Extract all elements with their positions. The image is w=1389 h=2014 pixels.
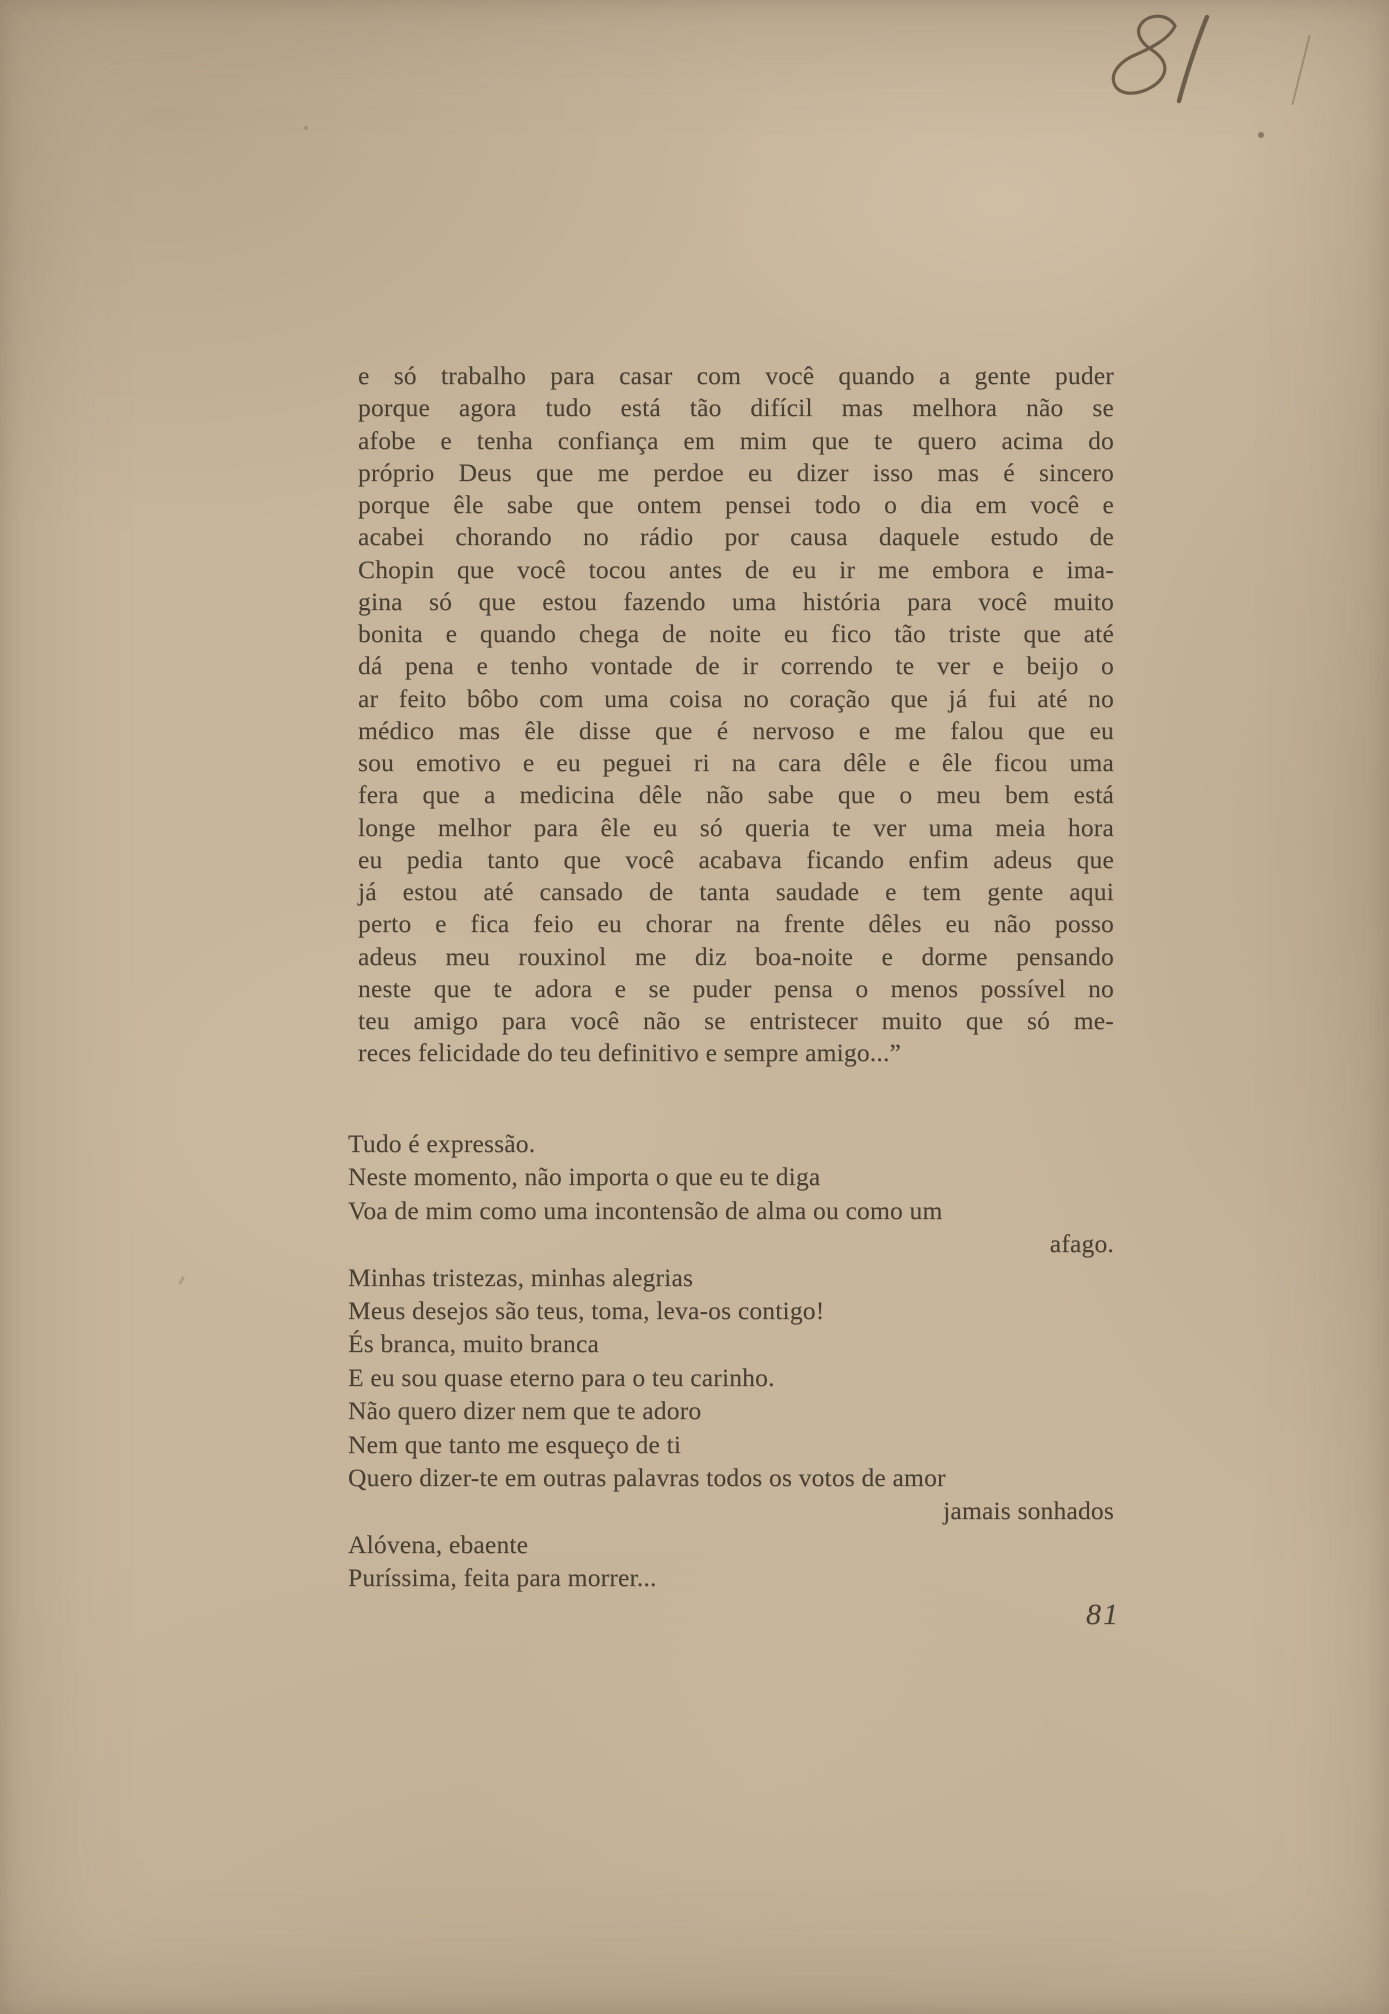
letter-line: reces felicidade do teu definitivo e sempre amigo...” — [358, 1038, 902, 1068]
poem-line: Voa de mim como uma incontensão de alma ou como um — [348, 1195, 943, 1225]
handwritten-page-number — [1078, 10, 1226, 122]
paper-speck — [1258, 132, 1264, 138]
quoted-letter-paragraph — [358, 360, 1114, 1070]
handwritten-digit-1 — [1179, 17, 1207, 101]
poem-line: Neste momento, não importa o que eu te diga — [348, 1162, 821, 1192]
paper-speck — [304, 126, 308, 130]
letter-line: longe melhor para êle eu só queria te ver uma meia hora — [358, 812, 1114, 842]
letter-line: médico mas êle disse que é nervoso e me falou que eu — [358, 715, 1114, 745]
letter-line: afobe e tenha confiança em mim que te quero acima do — [358, 425, 1114, 455]
paper-scratch — [1291, 35, 1310, 105]
letter-line: acabei chorando no rádio por causa daquele estudo de — [358, 522, 1114, 552]
letter-line: bonita e quando chega de noite eu fico tão triste que até — [358, 619, 1114, 648]
letter-line: e só trabalho para casar com você quando a gente puder — [358, 361, 1114, 390]
poem-block — [348, 1127, 1114, 1595]
poem-line: Quero dizer-te em outras palavras todos os votos de amor — [348, 1463, 946, 1493]
page-number: 81 — [1086, 1598, 1120, 1631]
letter-line: gina só que estou fazendo uma história para você muito — [358, 586, 1114, 616]
handwritten-digit-8 — [1113, 16, 1175, 93]
letter-line: eu pedia tanto que você acabava ficando enfim adeus que — [358, 844, 1114, 874]
letter-line: ar feito bôbo com uma coisa no coração que já fui até no — [358, 683, 1114, 713]
poem-line: Não quero dizer nem que te adoro — [348, 1396, 702, 1426]
poem-line: E eu sou quase eterno para o teu carinho. — [348, 1362, 775, 1392]
letter-line: adeus meu rouxinol me diz boa-noite e dorme pensando — [358, 941, 1114, 971]
letter-line: sou emotivo e eu peguei ri na cara dêle e êle ficou uma — [358, 748, 1114, 777]
letter-line: Chopin que você tocou antes de eu ir me embora e ima- — [358, 554, 1114, 584]
poem-line: Puríssima, feita para morrer... — [348, 1563, 657, 1593]
poem-line: afago. — [1049, 1229, 1114, 1259]
letter-line: próprio Deus que me perdoe eu dizer isso mas é sincero — [358, 457, 1114, 487]
letter-line: fera que a medicina dêle não sabe que o meu bem está — [358, 780, 1114, 810]
letter-line: porque agora tudo está tão difícil mas melhora não se — [358, 393, 1114, 423]
paper-speck — [178, 1276, 185, 1285]
poem-line: Meus desejos são teus, toma, leva-os contigo! — [348, 1296, 825, 1326]
poem-line: Tudo é expressão. — [348, 1129, 536, 1158]
poem-line: Nem que tanto me esqueço de ti — [348, 1429, 682, 1459]
poem-line: Alóvena, ebaente — [348, 1529, 529, 1559]
letter-line: dá pena e tenho vontade de ir correndo te ver e beijo o — [358, 651, 1114, 681]
letter-line: já estou até cansado de tanta saudade e tem gente aqui — [358, 877, 1114, 906]
letter-line: teu amigo para você não se entristecer muito que só me- — [358, 1006, 1114, 1035]
letter-line: perto e fica feio eu chorar na frente dêles eu não posso — [358, 909, 1114, 939]
letter-line: neste que te adora e se puder pensa o menos possível no — [358, 973, 1114, 1003]
poem-line: És branca, muito branca — [348, 1329, 599, 1359]
letter-line: porque êle sabe que ontem pensei todo o dia em você e — [358, 490, 1114, 519]
handwriting-strokes — [1078, 10, 1226, 122]
poem-line: jamais sonhados — [943, 1496, 1114, 1526]
poem-line: Minhas tristezas, minhas alegrias — [348, 1262, 694, 1292]
